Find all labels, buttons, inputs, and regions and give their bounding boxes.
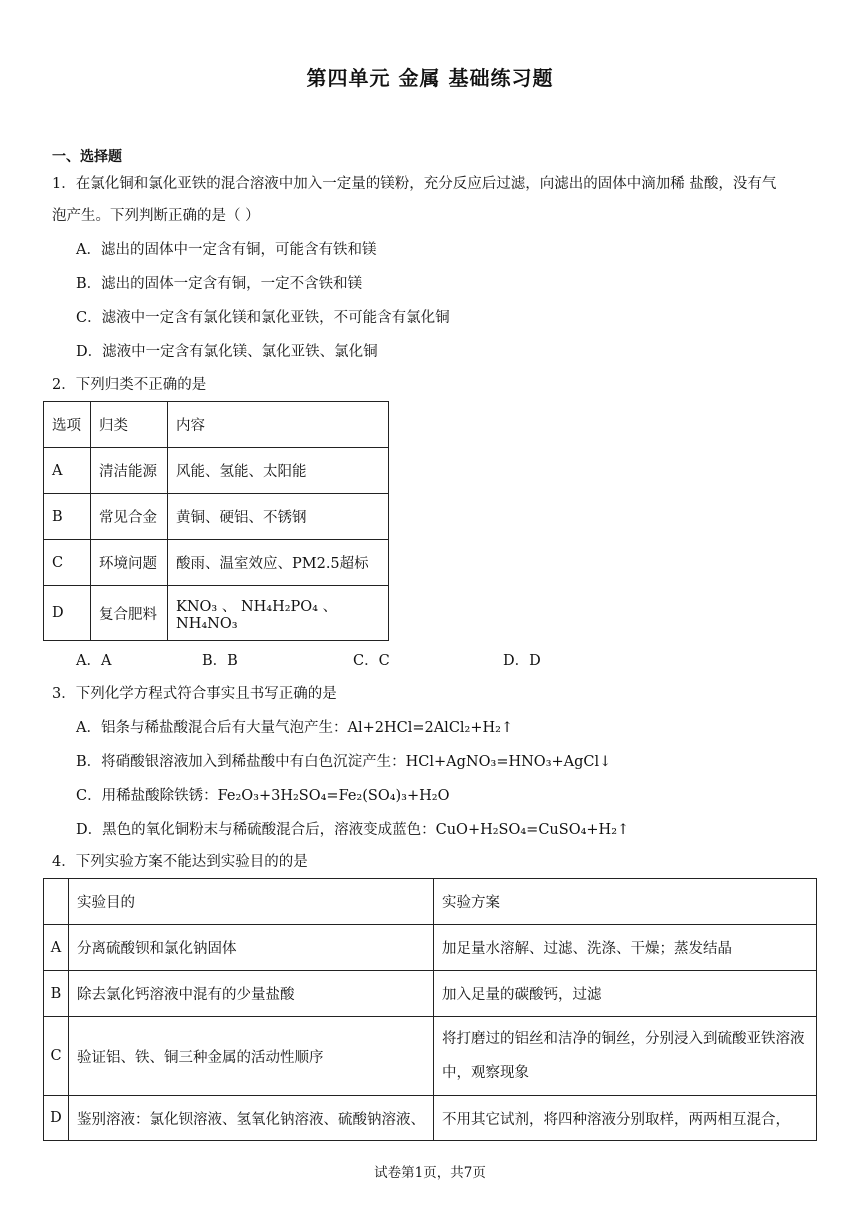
q1-stem-line2: 泡产生。下列判断正确的是（ ） xyxy=(52,208,260,224)
q1-option-b: B．滤出的固体一定含有铜，一定不含铁和镁 xyxy=(76,276,363,292)
table-row xyxy=(44,1096,817,1141)
table-cell: 环境问题 xyxy=(91,540,168,586)
table-header-cell: 内容 xyxy=(168,402,389,448)
table-header-cell: 选项 xyxy=(44,402,91,448)
table-cell: 清洁能源 xyxy=(91,448,168,494)
table-row xyxy=(44,494,389,540)
table-header-row xyxy=(44,879,817,925)
q2-answer-c: C．C xyxy=(353,653,390,669)
table-cell: 除去氯化钙溶液中混有的少量盐酸 xyxy=(69,971,434,1017)
table-cell: D xyxy=(44,586,91,641)
table-cell: 验证铝、铁、铜三种金属的活动性顺序 xyxy=(69,1017,434,1096)
table-cell: 复合肥料 xyxy=(91,586,168,641)
table-header-cell xyxy=(44,879,69,925)
table-header-cell: 实验目的 xyxy=(69,879,434,925)
table-row xyxy=(44,540,389,586)
q2-table xyxy=(43,401,389,641)
q1-stem-line1: 1．在氯化铜和氯化亚铁的混合溶液中加入一定量的镁粉，充分反应后过滤，向滤出的固体中滴加稀 盐酸，没有气 xyxy=(52,176,777,192)
table-cell: 加足量水溶解、过滤、洗涤、干燥；蒸发结晶 xyxy=(434,925,817,971)
q3-option-c: C．用稀盐酸除铁锈：Fe₂O₃+3H₂SO₄=Fe₂(SO₄)₃+H₂O xyxy=(76,788,450,804)
table-cell: 加入足量的碳酸钙，过滤 xyxy=(434,971,817,1017)
table-header-cell: 实验方案 xyxy=(434,879,817,925)
q3-option-d: D．黑色的氧化铜粉末与稀硫酸混合后，溶液变成蓝色：CuO+H₂SO₄=CuSO₄+H₂↑ xyxy=(76,822,630,838)
table-cell: 常见合金 xyxy=(91,494,168,540)
table-row xyxy=(44,925,817,971)
q3-stem: 3．下列化学方程式符合事实且书写正确的是 xyxy=(52,686,337,702)
table-cell: 分离硫酸钡和氯化钠固体 xyxy=(69,925,434,971)
table-cell: C xyxy=(44,1017,69,1096)
table-cell: KNO₃ 、 NH₄H₂PO₄ 、 NH₄NO₃ xyxy=(168,586,389,641)
table-cell: 将打磨过的铝丝和洁净的铜丝，分别浸入到硫酸亚铁溶液中，观察现象 xyxy=(434,1017,817,1096)
q3-option-b: B．将硝酸银溶液加入到稀盐酸中有白色沉淀产生：HCl+AgNO₃=HNO₃+AgCl↓ xyxy=(76,754,612,770)
q2-answer-d: D．D xyxy=(503,653,541,669)
page-title: 第四单元 金属 基础练习题 xyxy=(306,66,554,90)
table-cell: 黄铜、硬铝、不锈钢 xyxy=(168,494,389,540)
table-header-row xyxy=(44,402,389,448)
table-header-cell: 归类 xyxy=(91,402,168,448)
q2-stem: 2．下列归类不正确的是 xyxy=(52,377,207,393)
table-row xyxy=(44,448,389,494)
table-cell: 不用其它试剂，将四种溶液分别取样，两两相互混合， xyxy=(434,1096,817,1141)
q2-answer-b: B．B xyxy=(202,653,238,669)
table-cell: A xyxy=(44,448,91,494)
table-row xyxy=(44,586,389,641)
table-cell: B xyxy=(44,971,69,1017)
section-heading: 一、选择题 xyxy=(52,149,122,165)
table-row xyxy=(44,1017,817,1096)
q1-option-d: D．滤液中一定含有氯化镁、氯化亚铁、氯化铜 xyxy=(76,344,378,360)
q2-answer-a: A．A xyxy=(76,653,112,669)
q1-option-a: A．滤出的固体中一定含有铜，可能含有铁和镁 xyxy=(76,242,377,258)
table-cell: 鉴别溶液：氯化钡溶液、氢氧化钠溶液、硫酸钠溶液、 xyxy=(69,1096,434,1141)
table-cell: 风能、氢能、太阳能 xyxy=(168,448,389,494)
table-cell: 酸雨、温室效应、PM2.5超标 xyxy=(168,540,389,586)
table-cell: A xyxy=(44,925,69,971)
table-row xyxy=(44,971,817,1017)
table-cell: B xyxy=(44,494,91,540)
table-cell: C xyxy=(44,540,91,586)
page-footer: 试卷第1页，共7页 xyxy=(374,1165,486,1181)
q1-option-c: C．滤液中一定含有氯化镁和氯化亚铁，不可能含有氯化铜 xyxy=(76,310,450,326)
q4-table xyxy=(43,878,817,1141)
q4-stem: 4．下列实验方案不能达到实验目的的是 xyxy=(52,854,308,870)
table-cell: D xyxy=(44,1096,69,1141)
q3-option-a: A．铝条与稀盐酸混合后有大量气泡产生：Al+2HCl=2AlCl₂+H₂↑ xyxy=(76,720,514,736)
